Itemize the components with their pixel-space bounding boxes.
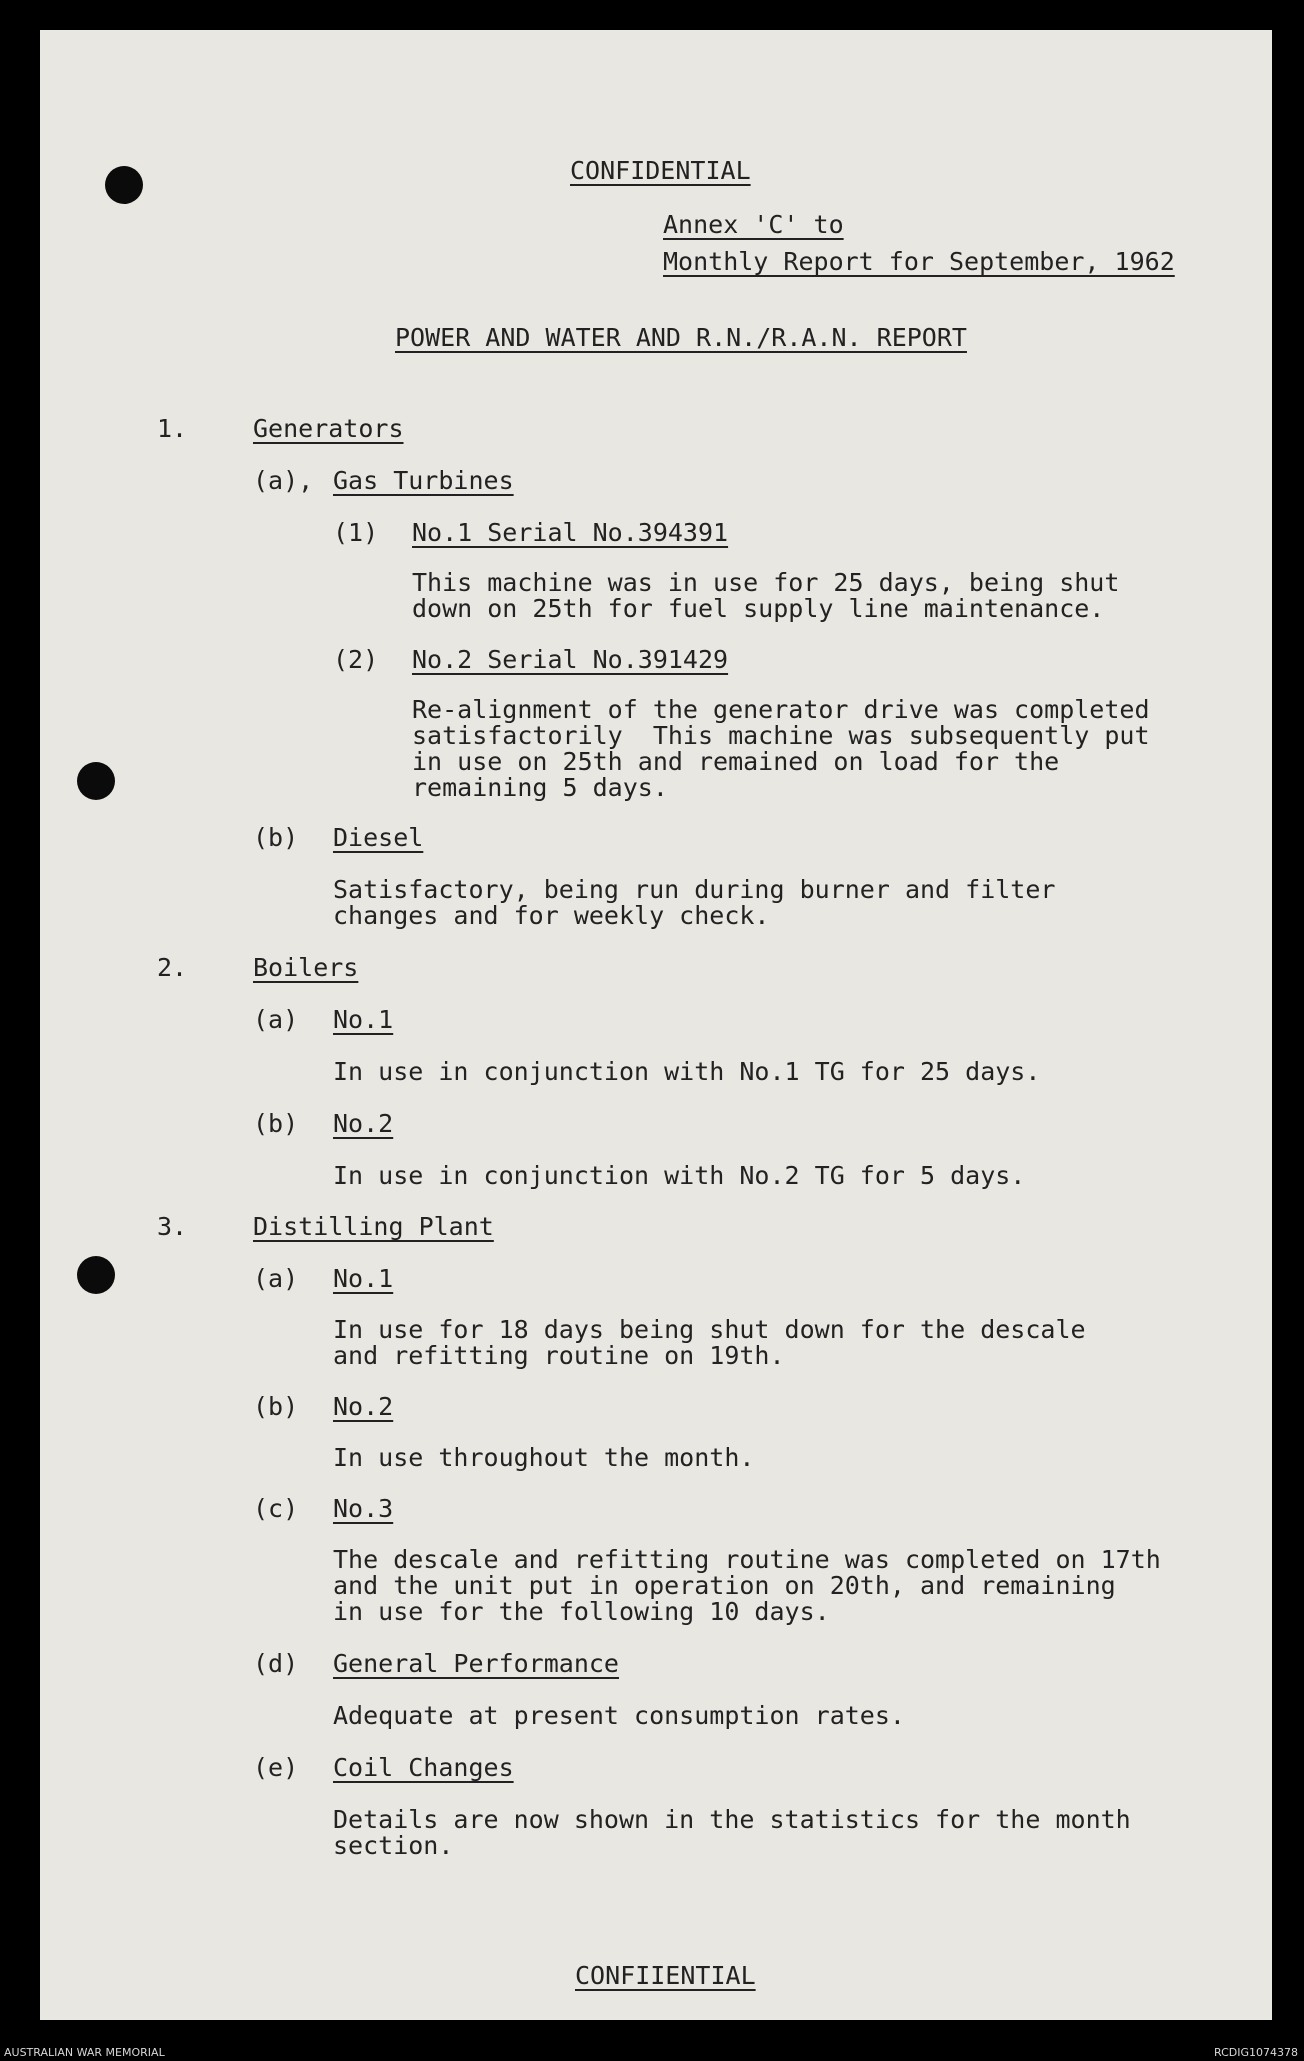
item-heading: No.2 bbox=[333, 1109, 394, 1138]
item-label: (e) bbox=[253, 1753, 299, 1782]
classification-bottom: CONFIIENTIAL bbox=[575, 1961, 756, 1990]
item-label: (b) bbox=[253, 1109, 299, 1138]
item-label: (b) bbox=[253, 823, 299, 852]
item-heading: General Performance bbox=[333, 1649, 619, 1678]
item-text: In use in conjunction with No.1 TG for 25 days. bbox=[333, 1057, 1041, 1086]
item-text: In use throughout the month. bbox=[333, 1443, 755, 1472]
section-heading: Generators bbox=[253, 414, 404, 443]
item-text: Satisfactory, being run during burner and filter changes and for weekly check. bbox=[333, 875, 1056, 930]
annex-line: Annex 'C' to bbox=[663, 210, 844, 239]
item-heading: Coil Changes bbox=[333, 1753, 514, 1782]
item-text: The descale and refitting routine was completed on 17th and the unit put in operation on 20th, and remaining in use for the following 10 days. bbox=[333, 1545, 1161, 1626]
item-text: Adequate at present consumption rates. bbox=[333, 1701, 905, 1730]
subitem-heading: No.2 Serial No.391429 bbox=[412, 645, 729, 674]
item-heading: Diesel bbox=[333, 823, 424, 852]
punch-hole bbox=[77, 762, 115, 800]
punch-hole bbox=[77, 1256, 115, 1294]
section-heading: Distilling Plant bbox=[253, 1212, 494, 1241]
page-title: POWER AND WATER AND R.N./R.A.N. REPORT bbox=[395, 323, 967, 352]
subitem-text: Re-alignment of the generator drive was completed satisfactorily This machine was subsequently put in use on 25th and remained on load for the remaining 5 days. bbox=[412, 695, 1150, 802]
item-label: (c) bbox=[253, 1494, 299, 1523]
item-heading: Gas Turbines bbox=[333, 466, 514, 495]
footer-right: RCDIG1074378 bbox=[1213, 2046, 1298, 2059]
item-heading: No.2 bbox=[333, 1392, 394, 1421]
subitem-heading: No.1 Serial No.394391 bbox=[412, 518, 729, 547]
item-text: Details are now shown in the statistics for the month section. bbox=[333, 1805, 1131, 1860]
item-heading: No.1 bbox=[333, 1005, 394, 1034]
subitem-label: (1) bbox=[333, 518, 379, 547]
subitem-text: This machine was in use for 25 days, being shut down on 25th for fuel supply line maintenance. bbox=[412, 568, 1120, 623]
document-page bbox=[40, 30, 1272, 2020]
item-text: In use for 18 days being shut down for the descale and refitting routine on 19th. bbox=[333, 1315, 1086, 1370]
section-number: 1. bbox=[157, 414, 188, 443]
section-number: 3. bbox=[157, 1212, 188, 1241]
section-heading: Boilers bbox=[253, 953, 359, 982]
item-heading: No.3 bbox=[333, 1494, 394, 1523]
item-label: (d) bbox=[253, 1649, 299, 1678]
subitem-label: (2) bbox=[333, 645, 379, 674]
punch-hole bbox=[105, 166, 143, 204]
footer-left: AUSTRALIAN WAR MEMORIAL bbox=[4, 2046, 165, 2059]
section-number: 2. bbox=[157, 953, 188, 982]
item-label: (b) bbox=[253, 1392, 299, 1421]
report-line: Monthly Report for September, 1962 bbox=[663, 247, 1175, 276]
item-heading: No.1 bbox=[333, 1264, 394, 1293]
item-label: (a) bbox=[253, 1264, 299, 1293]
item-text: In use in conjunction with No.2 TG for 5 days. bbox=[333, 1161, 1026, 1190]
item-label: (a), bbox=[253, 466, 314, 495]
item-label: (a) bbox=[253, 1005, 299, 1034]
classification-top: CONFIDENTIAL bbox=[570, 156, 751, 185]
